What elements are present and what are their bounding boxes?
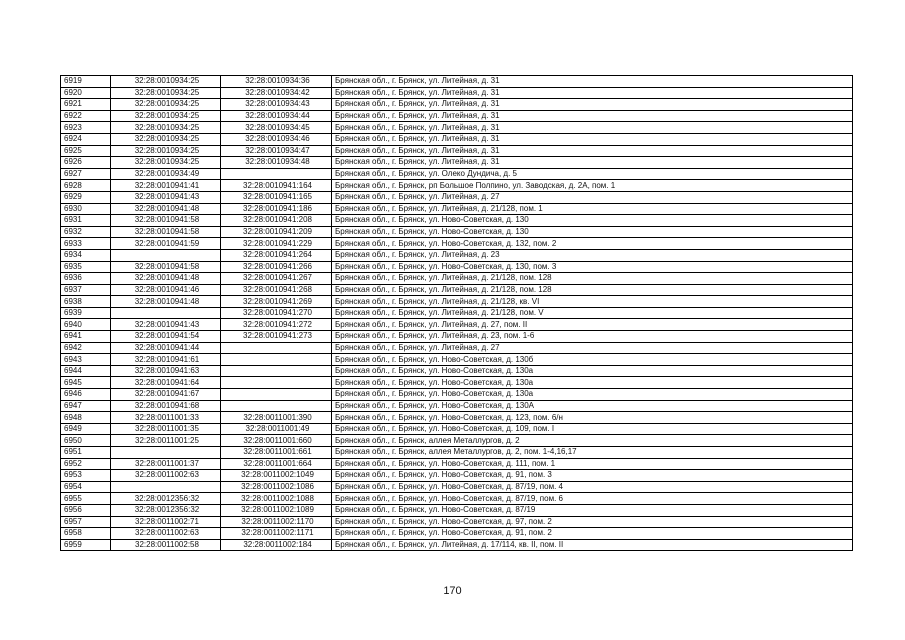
object-cadastral-number-cell: 32:28:0011002:1088 [221,493,332,505]
object-cadastral-number-cell: 32:28:0010934:47 [221,145,332,157]
row-number-cell: 6950 [61,435,111,447]
row-number-cell: 6930 [61,203,111,215]
parcel-cadastral-number-cell: 32:28:0012356:32 [111,504,221,516]
table-row [61,261,853,273]
parcel-cadastral-number-cell: 32:28:0010941:48 [111,296,221,308]
address-cell: Брянская обл., г. Брянск, ул. Литейная, д. 23, пом. 1-6 [332,331,853,343]
parcel-cadastral-number-cell: 32:28:0010941:64 [111,377,221,389]
table-row [61,423,853,435]
address-cell: Брянская обл., г. Брянск, ул. Ново-Советская, д. 87/19, пом. 6 [332,493,853,505]
address-cell: Брянская обл., г. Брянск, ул. Литейная, д. 31 [332,87,853,99]
row-number-cell: 6925 [61,145,111,157]
object-cadastral-number-cell: 32:28:0010941:269 [221,296,332,308]
row-number-cell: 6941 [61,331,111,343]
parcel-cadastral-number-cell: 32:28:0010934:25 [111,133,221,145]
address-cell: Брянская обл., г. Брянск, ул. Ново-Советская, д. 87/19 [332,504,853,516]
table-row [61,365,853,377]
address-cell: Брянская обл., г. Брянск, ул. Ново-Советская, д. 91, пом. 3 [332,470,853,482]
row-number-cell: 6952 [61,458,111,470]
parcel-cadastral-number-cell: 32:28:0010934:25 [111,110,221,122]
parcel-cadastral-number-cell [111,249,221,261]
table-row [61,307,853,319]
table-row [61,168,853,180]
parcel-cadastral-number-cell: 32:28:0010934:25 [111,145,221,157]
address-cell: Брянская обл., г. Брянск, ул. Литейная, д. 17/114, кв. II, пом. II [332,539,853,551]
object-cadastral-number-cell: 32:28:0010941:209 [221,226,332,238]
parcel-cadastral-number-cell: 32:28:0010941:43 [111,319,221,331]
object-cadastral-number-cell: 32:28:0010934:46 [221,133,332,145]
object-cadastral-number-cell: 32:28:0010934:36 [221,76,332,88]
table-row [61,110,853,122]
parcel-cadastral-number-cell: 32:28:0010934:25 [111,122,221,134]
address-cell: Брянская обл., г. Брянск, ул. Ново-Советская, д. 130а [332,389,853,401]
row-number-cell: 6935 [61,261,111,273]
object-cadastral-number-cell: 32:28:0010934:43 [221,99,332,111]
parcel-cadastral-number-cell: 32:28:0011002:71 [111,516,221,528]
object-cadastral-number-cell: 32:28:0011001:390 [221,412,332,424]
parcel-cadastral-number-cell: 32:28:0010941:58 [111,226,221,238]
table-row [61,516,853,528]
object-cadastral-number-cell: 32:28:0010934:45 [221,122,332,134]
address-cell: Брянская обл., г. Брянск, ул. Ново-Советская, д. 130 [332,215,853,227]
object-cadastral-number-cell: 32:28:0010941:186 [221,203,332,215]
row-number-cell: 6929 [61,191,111,203]
row-number-cell: 6923 [61,122,111,134]
row-number-cell: 6926 [61,157,111,169]
parcel-cadastral-number-cell: 32:28:0010941:46 [111,284,221,296]
address-cell: Брянская обл., г. Брянск, ул. Ново-Советская, д. 132, пом. 2 [332,238,853,250]
row-number-cell: 6954 [61,481,111,493]
row-number-cell: 6922 [61,110,111,122]
row-number-cell: 6939 [61,307,111,319]
row-number-cell: 6956 [61,504,111,516]
parcel-cadastral-number-cell [111,481,221,493]
address-cell: Брянская обл., г. Брянск, ул. Ново-Советская, д. 109, пом. I [332,423,853,435]
row-number-cell: 6924 [61,133,111,145]
object-cadastral-number-cell: 32:28:0010941:229 [221,238,332,250]
parcel-cadastral-number-cell: 32:28:0010941:54 [111,331,221,343]
table-row [61,539,853,551]
row-number-cell: 6959 [61,539,111,551]
parcel-cadastral-number-cell: 32:28:0011001:25 [111,435,221,447]
table-row [61,504,853,516]
parcel-cadastral-number-cell: 32:28:0011002:63 [111,470,221,482]
table-row [61,157,853,169]
table-row [61,226,853,238]
row-number-cell: 6927 [61,168,111,180]
object-cadastral-number-cell: 32:28:0011001:664 [221,458,332,470]
object-cadastral-number-cell [221,365,332,377]
row-number-cell: 6919 [61,76,111,88]
address-cell: Брянская обл., г. Брянск, ул. Ново-Советская, д. 130б [332,354,853,366]
table-row [61,273,853,285]
row-number-cell: 6948 [61,412,111,424]
object-cadastral-number-cell: 32:28:0010941:266 [221,261,332,273]
parcel-cadastral-number-cell: 32:28:0011002:58 [111,539,221,551]
address-cell: Брянская обл., г. Брянск, ул. Ново-Советская, д. 111, пом. 1 [332,458,853,470]
address-cell: Брянская обл., г. Брянск, ул. Литейная, д. 27, пом. II [332,319,853,331]
parcel-cadastral-number-cell: 32:28:0010941:48 [111,273,221,285]
parcel-cadastral-number-cell: 32:28:0010934:49 [111,168,221,180]
object-cadastral-number-cell: 32:28:0010934:48 [221,157,332,169]
table-row [61,458,853,470]
address-cell: Брянская обл., г. Брянск, ул. Литейная, д. 31 [332,145,853,157]
parcel-cadastral-number-cell: 32:28:0010934:25 [111,87,221,99]
address-cell: Брянская обл., г. Брянск, ул. Ново-Советская, д. 130а [332,365,853,377]
table-row [61,447,853,459]
table-row [61,284,853,296]
parcel-cadastral-number-cell: 32:28:0010941:48 [111,203,221,215]
object-cadastral-number-cell: 32:28:0011001:49 [221,423,332,435]
row-number-cell: 6957 [61,516,111,528]
address-cell: Брянская обл., г. Брянск, аллея Металлургов, д. 2, пом. 1-4,16,17 [332,447,853,459]
object-cadastral-number-cell: 32:28:0010941:164 [221,180,332,192]
object-cadastral-number-cell: 32:28:0010941:268 [221,284,332,296]
table-row [61,354,853,366]
address-cell: Брянская обл., г. Брянск, рп Большое Полпино, ул. Заводская, д. 2А, пом. 1 [332,180,853,192]
address-cell: Брянская обл., г. Брянск, ул. Литейная, д. 31 [332,76,853,88]
row-number-cell: 6936 [61,273,111,285]
table-row [61,493,853,505]
address-cell: Брянская обл., г. Брянск, ул. Ново-Советская, д. 130 [332,226,853,238]
page-number: 170 [443,585,462,597]
table-row [61,319,853,331]
row-number-cell: 6951 [61,447,111,459]
object-cadastral-number-cell: 32:28:0010941:273 [221,331,332,343]
parcel-cadastral-number-cell: 32:28:0010934:25 [111,76,221,88]
object-cadastral-number-cell: 32:28:0010941:272 [221,319,332,331]
parcel-cadastral-number-cell: 32:28:0010941:58 [111,215,221,227]
address-cell: Брянская обл., г. Брянск, ул. Ново-Советская, д. 123, пом. 6/н [332,412,853,424]
row-number-cell: 6937 [61,284,111,296]
row-number-cell: 6942 [61,342,111,354]
table-row [61,87,853,99]
object-cadastral-number-cell: 32:28:0010941:267 [221,273,332,285]
table-row [61,400,853,412]
row-number-cell: 6928 [61,180,111,192]
table-row [61,435,853,447]
table-row [61,249,853,261]
row-number-cell: 6940 [61,319,111,331]
row-number-cell: 6946 [61,389,111,401]
parcel-cadastral-number-cell: 32:28:0010941:68 [111,400,221,412]
address-cell: Брянская обл., г. Брянск, ул. Литейная, д. 27 [332,191,853,203]
object-cadastral-number-cell: 32:28:0011001:660 [221,435,332,447]
table-row [61,342,853,354]
object-cadastral-number-cell: 32:28:0011002:1171 [221,528,332,540]
row-number-cell: 6934 [61,249,111,261]
table-row [61,528,853,540]
table-row [61,133,853,145]
object-cadastral-number-cell: 32:28:0010934:44 [221,110,332,122]
table-row [61,191,853,203]
row-number-cell: 6920 [61,87,111,99]
address-cell: Брянская обл., г. Брянск, ул. Литейная, д. 21/128, пом. V [332,307,853,319]
row-number-cell: 6947 [61,400,111,412]
parcel-cadastral-number-cell: 32:28:0010934:25 [111,157,221,169]
object-cadastral-number-cell: 32:28:0011002:184 [221,539,332,551]
table-row [61,481,853,493]
table-row [61,412,853,424]
object-cadastral-number-cell: 32:28:0010941:208 [221,215,332,227]
address-cell: Брянская обл., г. Брянск, ул. Ново-Советская, д. 130, пом. 3 [332,261,853,273]
row-number-cell: 6953 [61,470,111,482]
parcel-cadastral-number-cell: 32:28:0011001:33 [111,412,221,424]
parcel-cadastral-number-cell: 32:28:0010941:67 [111,389,221,401]
table-row [61,122,853,134]
row-number-cell: 6943 [61,354,111,366]
parcel-cadastral-number-cell: 32:28:0011002:63 [111,528,221,540]
address-cell: Брянская обл., г. Брянск, ул. Ново-Советская, д. 91, пом. 2 [332,528,853,540]
object-cadastral-number-cell [221,354,332,366]
table-row [61,296,853,308]
address-cell: Брянская обл., г. Брянск, аллея Металлургов, д. 2 [332,435,853,447]
object-cadastral-number-cell: 32:28:0010941:165 [221,191,332,203]
object-cadastral-number-cell [221,377,332,389]
row-number-cell: 6949 [61,423,111,435]
address-cell: Брянская обл., г. Брянск, ул. Литейная, д. 31 [332,110,853,122]
address-cell: Брянская обл., г. Брянск, ул. Литейная, д. 21/128, кв. VI [332,296,853,308]
row-number-cell: 6944 [61,365,111,377]
parcel-cadastral-number-cell: 32:28:0012356:32 [111,493,221,505]
table-row [61,203,853,215]
object-cadastral-number-cell: 32:28:0011001:661 [221,447,332,459]
address-cell: Брянская обл., г. Брянск, ул. Литейная, д. 27 [332,342,853,354]
table-row [61,99,853,111]
row-number-cell: 6958 [61,528,111,540]
row-number-cell: 6921 [61,99,111,111]
object-cadastral-number-cell: 32:28:0011002:1089 [221,504,332,516]
object-cadastral-number-cell: 32:28:0010941:264 [221,249,332,261]
address-cell: Брянская обл., г. Брянск, ул. Литейная, д. 31 [332,122,853,134]
parcel-cadastral-number-cell: 32:28:0010934:25 [111,99,221,111]
table-row [61,377,853,389]
row-number-cell: 6932 [61,226,111,238]
table-row [61,389,853,401]
object-cadastral-number-cell [221,168,332,180]
address-cell: Брянская обл., г. Брянск, ул. Литейная, д. 21/128, пом. 128 [332,284,853,296]
object-cadastral-number-cell: 32:28:0011002:1086 [221,481,332,493]
table-row [61,238,853,250]
object-cadastral-number-cell: 32:28:0011002:1049 [221,470,332,482]
parcel-cadastral-number-cell [111,307,221,319]
address-cell: Брянская обл., г. Брянск, ул. Литейная, д. 21/128, пом. 128 [332,273,853,285]
table-row [61,145,853,157]
parcel-cadastral-number-cell: 32:28:0010941:59 [111,238,221,250]
address-cell: Брянская обл., г. Брянск, ул. Литейная, д. 31 [332,133,853,145]
table-row [61,470,853,482]
parcel-cadastral-number-cell: 32:28:0011001:37 [111,458,221,470]
row-number-cell: 6931 [61,215,111,227]
address-cell: Брянская обл., г. Брянск, ул. Ново-Советская, д. 97, пом. 2 [332,516,853,528]
address-cell: Брянская обл., г. Брянск, ул. Ново-Советская, д. 130А [332,400,853,412]
parcel-cadastral-number-cell: 32:28:0010941:43 [111,191,221,203]
parcel-cadastral-number-cell: 32:28:0010941:61 [111,354,221,366]
table-row [61,331,853,343]
parcel-cadastral-number-cell [111,447,221,459]
parcel-cadastral-number-cell: 32:28:0010941:58 [111,261,221,273]
object-cadastral-number-cell [221,342,332,354]
parcel-cadastral-number-cell: 32:28:0011001:35 [111,423,221,435]
address-cell: Брянская обл., г. Брянск, ул. Литейная, д. 31 [332,157,853,169]
address-cell: Брянская обл., г. Брянск, ул. Олеко Дундича, д. 5 [332,168,853,180]
object-cadastral-number-cell [221,400,332,412]
row-number-cell: 6955 [61,493,111,505]
parcel-cadastral-number-cell: 32:28:0010941:41 [111,180,221,192]
row-number-cell: 6938 [61,296,111,308]
object-cadastral-number-cell: 32:28:0011002:1170 [221,516,332,528]
address-cell: Брянская обл., г. Брянск, ул. Ново-Советская, д. 130а [332,377,853,389]
registry-table-body [61,76,853,551]
address-cell: Брянская обл., г. Брянск, ул. Литейная, д. 23 [332,249,853,261]
address-cell: Брянская обл., г. Брянск, ул. Литейная, д. 31 [332,99,853,111]
row-number-cell: 6933 [61,238,111,250]
table-row [61,76,853,88]
table-row [61,215,853,227]
object-cadastral-number-cell: 32:28:0010934:42 [221,87,332,99]
registry-table [60,75,853,551]
parcel-cadastral-number-cell: 32:28:0010941:44 [111,342,221,354]
parcel-cadastral-number-cell: 32:28:0010941:63 [111,365,221,377]
address-cell: Брянская обл., г. Брянск, ул. Ново-Советская, д. 87/19, пом. 4 [332,481,853,493]
address-cell: Брянская обл., г. Брянск, ул. Литейная, д. 21/128, пом. 1 [332,203,853,215]
object-cadastral-number-cell: 32:28:0010941:270 [221,307,332,319]
row-number-cell: 6945 [61,377,111,389]
object-cadastral-number-cell [221,389,332,401]
table-row [61,180,853,192]
